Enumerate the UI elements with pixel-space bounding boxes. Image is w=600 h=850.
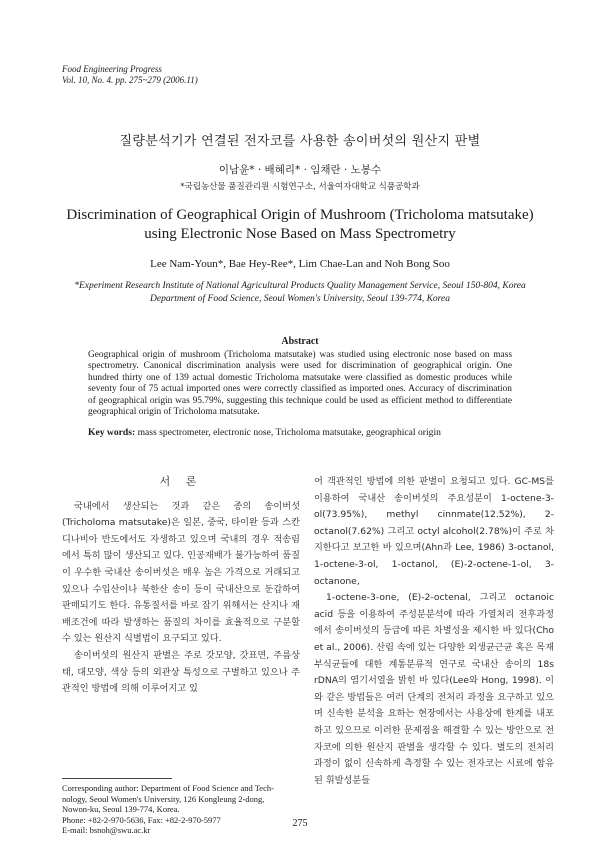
correspondence-line: nology, Seoul Women's University, 126 Kongleung 2-dong, (62, 793, 265, 804)
correspondence-line: Nowon-ku, Seoul 139-774, Korea. (62, 804, 180, 815)
left-paragraph: 국내에서 생산되는 것과 같은 종의 송이버섯(Tricholoma matsutake)은 일본, 중국, 타이완 등과 스칸디나비아 반도에서도 자생하고 있으며 국내의 경우 적송림에서 특히 많이 생산되고 있다. 인공재배가 불가능하여 품질이 우수한 국내산 송이버섯은 매우 높은 가격으로 거래되고 있으나 수입산이나 북한산 송이 등이 국내산으로 둔갑하여 판매되기도 한다. 유통질서를 바로 잡기 위해서는 산지나 재배조건에 따라 발생하는 품질의 차이를 효율적으로 구분할 수 있는 원산지 식별법이 요구되고 있다. (62, 500, 300, 645)
journal-name: Food Engineering Progress (62, 64, 162, 74)
abstract-heading: Abstract (281, 336, 319, 347)
journal-info (62, 64, 198, 86)
english-title: Discrimination of Geographical Origin of Mushroom (Tricholoma matsutake) using Electronic Nose Based on Mass Spectrometry (66, 207, 534, 242)
abstract-text: Geographical origin of mushroom (Tricholoma matsutake) was studied using electronic nose based on mass spectrometry. Canonical discrimination analysis were used for discrimination of geographical origin. One hundred thirty one of 139 actual domestic Tricholoma matsutake were classified as domestic produces while seventy four of 75 actual imported ones were correctly classified as imported ones. Accuracy of discrimination of geographical origin was 95.79%, suggesting this technique could be used as efficient method to differentiate geographical origin of Tricholoma matsutake. (88, 350, 512, 418)
korean-authors: 이남윤* · 배혜리* · 임채란 · 노봉수 (218, 164, 382, 176)
affiliation-2: Department of Food Science, Seoul Women's University, Seoul 139-774, Korea (150, 294, 450, 304)
korean-title: 질량분석기가 연결된 전자코를 사용한 송이버섯의 원산지 판별 (119, 134, 481, 149)
keywords-text: mass spectrometer, electronic nose, Tricholoma matsutake, geographical origin (137, 427, 441, 438)
keywords-label: Key words: (88, 427, 136, 438)
korean-affiliation: *국립농산물 품질관리원 시험연구소, 서울여자대학교 식품공학과 (180, 182, 420, 192)
english-affiliation (0, 280, 600, 306)
correspondence-line: Phone: +82-2-970-5636, Fax: +82-2-970-5977 (62, 814, 221, 825)
right-column (314, 474, 554, 789)
footnote-rule (62, 778, 172, 779)
affiliation-1: *Experiment Research Institute of National Agricultural Products Quality Management Service, Seoul 150-804, Korea (74, 281, 526, 291)
journal-volume: Vol. 10, No. 4. pp. 275~279 (2006.11) (62, 75, 198, 85)
left-column (62, 474, 300, 698)
english-authors: Lee Nam-Youn*, Bae Hey-Ree*, Lim Chae-Lan and Noh Bong Soo (150, 258, 450, 270)
page-number: 275 (292, 818, 308, 829)
correspondence-line: Corresponding author: Department of Food Science and Tech- (62, 783, 274, 793)
left-paragraph: 송이버섯의 원산지 판별은 주로 갓모양, 갓표면, 주름상태, 대모양, 색상 등의 외관상 특성으로 구별하고 있으나 주관적인 방법에 의해 이루어지고 있 (62, 649, 300, 695)
right-paragraph: 어 객관적인 방법에 의한 판별이 요청되고 있다. GC-MS를 이용하여 국내산 송이버섯의 주요성분이 1-octene-3-ol(73.95%), methyl cinnmate(12.52%), 2-octanol(7.62%) 그리고 octyl alcohol(2.78%)이 주로 차지한다고 보고한 바 있으며(Ahn과 Lee, 1986) 3-octanol, 1-octene-3-ol, 1-octanol, (E)-2-octene-1-ol, 3-octanone, (314, 476, 554, 587)
correspondence-email: E-mail: bsnoh@swu.ac.kr (62, 825, 151, 836)
right-paragraph: 1-octene-3-one, (E)-2-octenal, 그리고 octanoic acid 등을 이용하여 주성분분석에 따라 가열처리 전후과정에서 송이버섯의 등급에 따른 차별성을 제시한 바 있다(Cho et al., 2006). 산림 속에 있는 다양한 외생균근균 혹은 목재부식균들에 대한 계통분류적 연구로 국내산 송이의 18s rDNA의 염기서열을 밝힌 바 있다(Lee와 Hong, 1998). 이와 같은 방법들은 여러 단계의 전처리 과정을 요구하고 있으며 신속한 분석을 요하는 현장에서는 사용상에 한계를 내포하고 있으므로 이러한 문제점을 해결할 수 있는 방안으로 전자코에 의한 원산지 판별을 생각할 수 있다. 별도의 전처리 과정이 없이 신속하게 측정할 수 있는 전자코는 시료에 함유된 휘발성분들 (314, 592, 554, 786)
keywords (88, 427, 518, 438)
section-heading: 서 론 (159, 475, 203, 488)
